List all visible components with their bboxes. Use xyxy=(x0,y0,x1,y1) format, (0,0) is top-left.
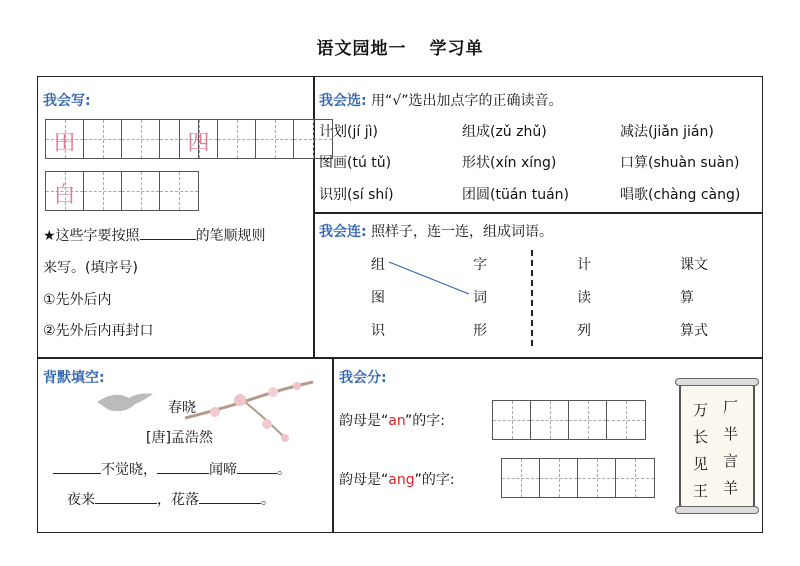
scroll-char: 羊 xyxy=(723,479,739,497)
connect-heading: 我会连: xyxy=(319,224,367,240)
trace-char: 田 xyxy=(53,131,76,156)
classify-heading: 我会分: xyxy=(339,370,387,386)
stroke-rule-line2: 来写。(填序号) xyxy=(43,260,138,276)
connect-word[interactable]: 读 xyxy=(577,290,591,306)
connect-word[interactable]: 列 xyxy=(577,323,591,339)
trace-char: 白 xyxy=(53,183,76,208)
connect-word[interactable]: 课文 xyxy=(680,257,708,273)
bird-illustration xyxy=(95,388,155,418)
an-answer-grid[interactable] xyxy=(492,400,646,440)
option-2: ②先外后内再封口 xyxy=(43,323,154,339)
stroke-rule-question: ★这些字要按照 的笔顺规则 xyxy=(43,225,266,245)
connect-word[interactable]: 词 xyxy=(473,290,487,306)
ang-answer-grid[interactable] xyxy=(501,458,655,498)
connect-word[interactable]: 形 xyxy=(473,323,487,339)
scroll-char: 万 xyxy=(693,401,709,419)
scroll-char: 长 xyxy=(693,428,709,446)
character-scroll xyxy=(679,384,755,508)
connect-word[interactable]: 组 xyxy=(371,257,385,273)
connect-word[interactable]: 算 xyxy=(680,290,694,306)
scroll-char: 厂 xyxy=(723,398,739,416)
poem-line-2: 夜来 ，花落 。 xyxy=(67,489,275,509)
choose-item[interactable]: 团圆(tüán tuán) xyxy=(462,187,570,203)
title-main: 语文园地一 xyxy=(316,39,407,59)
choose-item[interactable]: 减法(jiǎn jián) xyxy=(620,124,714,140)
connect-word[interactable]: 字 xyxy=(473,257,487,273)
choose-item[interactable]: 图画(tú tǔ) xyxy=(319,155,392,171)
connect-word[interactable]: 图 xyxy=(371,290,385,306)
choose-item[interactable]: 计划(jí jì) xyxy=(319,124,378,140)
connect-separator xyxy=(531,250,533,346)
answer-blank[interactable] xyxy=(157,459,209,474)
an-label: 韵母是“an”的字: xyxy=(339,413,445,429)
scroll-char: 王 xyxy=(693,482,709,500)
choose-item[interactable]: 口算(shuàn suàn) xyxy=(620,155,740,171)
ang-label: 韵母是“ang”的字: xyxy=(339,472,455,488)
connect-word[interactable]: 识 xyxy=(371,323,385,339)
recite-heading: 背默填空: xyxy=(43,370,105,386)
choose-item[interactable]: 识别(sí shí) xyxy=(319,187,394,203)
scroll-char: 言 xyxy=(723,452,739,470)
poem-line-1: 不觉晓， 闻啼 。 xyxy=(53,459,291,479)
scroll-char: 见 xyxy=(693,455,709,473)
option-1: ①先外后内 xyxy=(43,292,112,308)
answer-blank[interactable] xyxy=(237,459,277,474)
choose-instruction: 用“√”选出加点字的正确读音。 xyxy=(371,93,563,109)
answer-blank[interactable] xyxy=(53,459,101,474)
choose-item[interactable]: 组成(zǔ zhǔ) xyxy=(462,124,547,140)
choose-item[interactable]: 形状(xín xíng) xyxy=(462,155,557,171)
connect-word[interactable]: 算式 xyxy=(680,323,708,339)
poem-title: 春晓 xyxy=(168,400,196,416)
connect-instruction: 照样子，连一连，组成词语。 xyxy=(371,224,554,240)
choose-item[interactable]: 唱歌(chàng càng) xyxy=(620,187,741,203)
answer-blank[interactable] xyxy=(95,489,157,504)
connect-word[interactable]: 计 xyxy=(577,257,591,273)
trace-char: 四 xyxy=(187,131,210,156)
poem-author: [唐]孟浩然 xyxy=(146,430,213,446)
scroll-char: 半 xyxy=(723,425,739,443)
write-heading: 我会写: xyxy=(43,93,91,109)
answer-blank[interactable] xyxy=(199,489,261,504)
choose-heading: 我会选: xyxy=(319,93,367,109)
title-sub: 学习单 xyxy=(429,39,484,59)
